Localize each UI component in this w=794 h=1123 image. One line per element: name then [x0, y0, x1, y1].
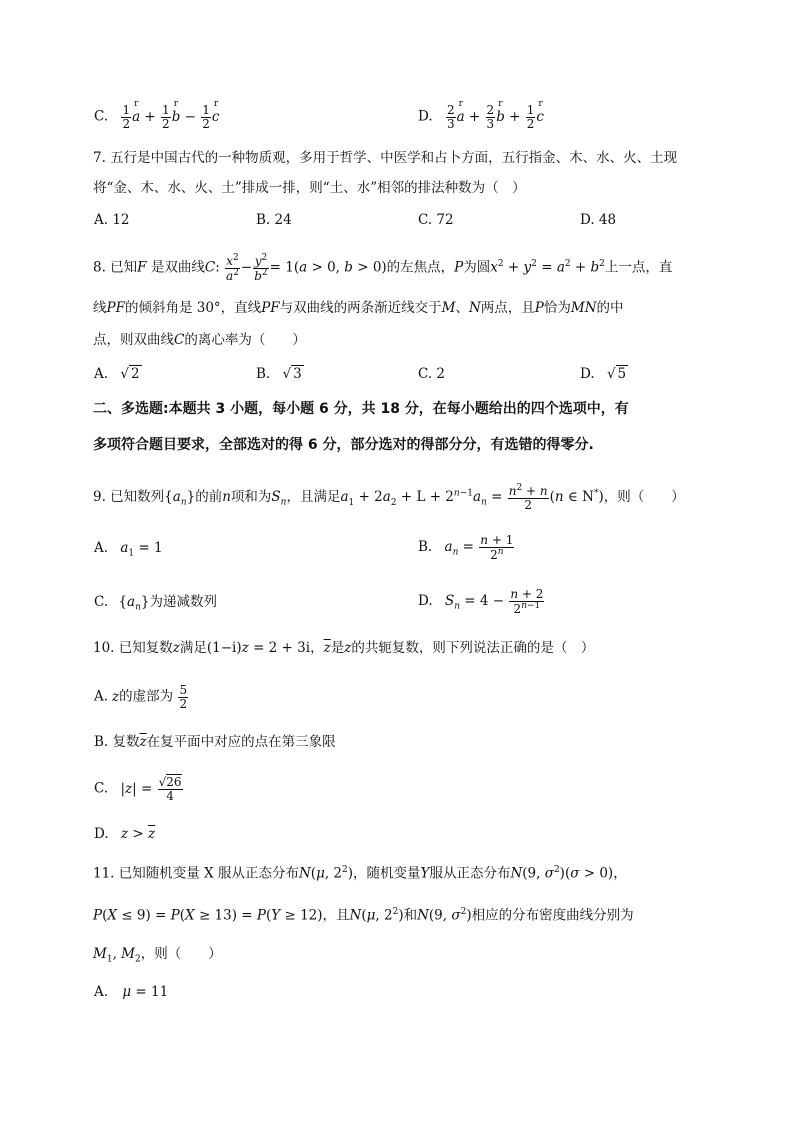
option-label: A.	[94, 366, 109, 382]
q11-text: 服从正态分布	[429, 865, 511, 882]
fraction: $\frac{1}{2}$	[162, 103, 170, 131]
q11-text: ，则（ ）	[140, 946, 222, 962]
section2-heading-line2: 多项符合题目要求，全部选对的得 6 分，部分选对的得部分分，有选错的得零分.	[93, 437, 594, 453]
q11-text: ，且	[322, 907, 350, 924]
q10-option-a: A. z的虚部为 $\frac{5}{2}$	[94, 683, 188, 711]
option-label: C.	[94, 108, 109, 125]
q8-text: 是双曲线	[150, 259, 205, 276]
fraction: $\frac{√26}{4}$	[158, 775, 182, 803]
q10-stem: 10. 已知复数z满足(1−i)z = 2 + 3i，$\overline{z}$是z的共轭复数，则下列说法正确的是（ ）	[93, 640, 595, 656]
q8-option-b	[256, 368, 304, 382]
fraction: $\frac{2}{3}$	[446, 103, 455, 131]
q6-option-c	[94, 104, 219, 130]
fraction: $\frac{1}{2}$	[526, 103, 535, 131]
q8-line3: 点，则双曲线C的离心率为（ ）	[93, 332, 306, 348]
q6-option-d	[418, 104, 544, 130]
q11-text: 11. 已知随机变量 X 服从正态分布	[93, 865, 299, 882]
q8-text: 上一点，直	[604, 259, 673, 276]
q9-text: 的前	[195, 489, 223, 506]
q7-option-a: A. 12	[94, 212, 130, 228]
q8-text: 与双曲线的两条渐近线交于	[279, 300, 442, 316]
q8-text: 两点，且	[480, 300, 535, 316]
q9-text: 9. 已知数列	[93, 489, 165, 506]
option-label: B. 复数	[94, 734, 140, 750]
q10-text: 的虚部为	[119, 688, 174, 705]
q7-option-d: D. 48	[580, 212, 617, 228]
section2-heading-line1: 二、多选题:本题共 3 小题，每小题 6 分，共 18 分，在每小题给出的四个选项中，有	[93, 401, 629, 417]
option-label: A.	[94, 540, 109, 556]
q6-option-c-expression: $\frac{1}{2}$ r a + $\frac{1}{2}$ r b − $\frac{1}{2}$ r c	[120, 109, 219, 125]
q9-text: ，则（ ）	[603, 489, 685, 506]
q10-option-d: D. $z > \overline{z}$	[94, 826, 156, 842]
option-label: D.	[418, 108, 433, 125]
q7-line2: 将“金、木、水、火、土”排成一排，则“土、水”相邻的排法种数为（ ）	[93, 180, 526, 196]
q8-text: 线	[93, 300, 107, 316]
q11-text: 和	[403, 907, 418, 924]
option-label: B.	[256, 366, 271, 382]
sqrt-5: √ 5	[606, 366, 627, 382]
option-label: A.	[94, 984, 109, 1000]
q10-text: 是	[330, 640, 345, 656]
q11-line2: P(X ≤ 9) = P(X ≥ 13) = P(Y ≥ 12)，且N(μ, $2^2$)和N(9, $\sigma^2$)相应的分布密度曲线分别为	[93, 907, 634, 924]
option-label: B.	[418, 539, 433, 556]
q9-option-b: B. $a_n$ = $\frac{n + 1}{2^n}$	[418, 533, 514, 562]
q7-option-b: B. 24	[256, 212, 292, 228]
q8-text: 8. 已知	[93, 259, 138, 276]
fraction: $\frac{5}{2}$	[179, 683, 188, 711]
sqrt-2: √ 2	[120, 366, 140, 382]
q11-line1: 11. 已知随机变量 X 服从正态分布N(μ, $2^2$)，随机变量Y服从正态分布N(9, $\sigma^2)(\sigma > 0)$，	[93, 865, 627, 882]
q10-text: 的共轭复数，则下列说法正确的是（ ）	[351, 640, 595, 656]
q9-text: 为递减数列	[149, 594, 217, 610]
q10-text: 10. 已知复数	[93, 640, 173, 656]
q9-stem: 9. 已知数列$\{a_n\}$的前n项和为$S_n$，且满足$a_1 + 2a_2 + L + 2^{n-1}a_n$ = $\frac{n^2 + n}{2}$ (n ∈ N*)，则（ ）	[93, 483, 685, 512]
q8-text: 的离心率为（ ）	[184, 332, 306, 348]
option-label: C.	[94, 594, 109, 610]
q9-text: 项和为	[230, 489, 272, 506]
q7-option-c: C. 72	[418, 212, 454, 228]
q8-text: 的倾斜角是 30°，直线	[124, 300, 262, 316]
q10-text: 满足	[179, 640, 207, 656]
fraction: $\frac{1}{2}$	[122, 103, 131, 131]
q11-text: ，	[613, 865, 627, 882]
q8-text: 、	[455, 300, 469, 316]
q9-text: ，且满足	[286, 489, 341, 506]
q8-line2: 线PF的倾斜角是 30°，直线PF与双曲线的两条渐近线交于M、N两点，且P恰为MN的中	[93, 300, 624, 316]
q10-text: ，	[310, 640, 324, 656]
q9-option-d: D. $S_n = 4$ − $\frac{n + 2}{2^{n-1}}$	[418, 587, 544, 616]
fraction: $\frac{n^2 + n}{2}$	[508, 483, 548, 512]
q10-text: 在复平面中对应的点在第三象限	[146, 734, 336, 750]
q8-option-c: C. 2	[418, 366, 446, 382]
fraction: $\frac{x^2}{a^2}$	[226, 253, 239, 283]
q6-option-d-expression: $\frac{2}{3}$ r a + $\frac{2}{3}$ r b + $\frac{1}{2}$ r c	[445, 109, 544, 125]
sqrt-3: √ 3	[282, 366, 302, 382]
q11-text: 相应的分布密度曲线分别为	[471, 907, 634, 924]
q8-line1: 8. 已知F 是双曲线C: $\frac{x^2}{a^2}$ − $\frac{y^2}{b^2}$ = 1(a > 0, b > 0)的左焦点，P为圆$x^2 + y^2 = a^2 + b^2$上一点，直	[93, 253, 673, 283]
fraction: $\frac{n + 2}{2^{n-1}}$	[510, 587, 544, 616]
fraction: $\frac{2}{3}$	[486, 103, 495, 131]
q9-option-a: A. $a_1 = 1$	[94, 540, 163, 559]
option-label: D.	[418, 593, 433, 610]
option-label: D.	[580, 366, 595, 382]
q8-option-d	[580, 368, 628, 382]
q8-text: 恰为	[543, 300, 571, 316]
q10-option-c: C. |z| = $\frac{√26}{4}$	[94, 775, 182, 803]
q11-line3: $M_1$, $M_2$，则（ ）	[93, 946, 222, 965]
q10-option-b: B. 复数$\overline{z}$在复平面中对应的点在第三象限	[94, 734, 336, 750]
fraction: $\frac{1}{2}$	[202, 103, 210, 131]
option-label: A.	[94, 688, 109, 705]
q11-text: ，随机变量	[353, 865, 421, 882]
q8-text: 的左焦点，	[386, 259, 455, 276]
fraction: $\frac{y^2}{b^2}$	[254, 253, 268, 283]
q8-text: 为圆	[463, 259, 491, 276]
q8-option-a	[94, 368, 142, 382]
q8-text: 点，则双曲线	[93, 332, 174, 348]
fraction: $\frac{n + 1}{2^n}$	[480, 533, 514, 562]
q8-text: 的中	[596, 300, 624, 316]
q7-line1: 7. 五行是中国古代的一种物质观，多用于哲学、中医学和占卜方面，五行指金、木、水、火、土现	[93, 150, 678, 166]
q9-option-c: C. $\{a_n\}$为递减数列	[94, 594, 217, 613]
q11-option-a: A. μ = 11	[94, 984, 169, 1000]
option-label: C.	[94, 780, 109, 797]
option-label: D.	[94, 826, 109, 842]
